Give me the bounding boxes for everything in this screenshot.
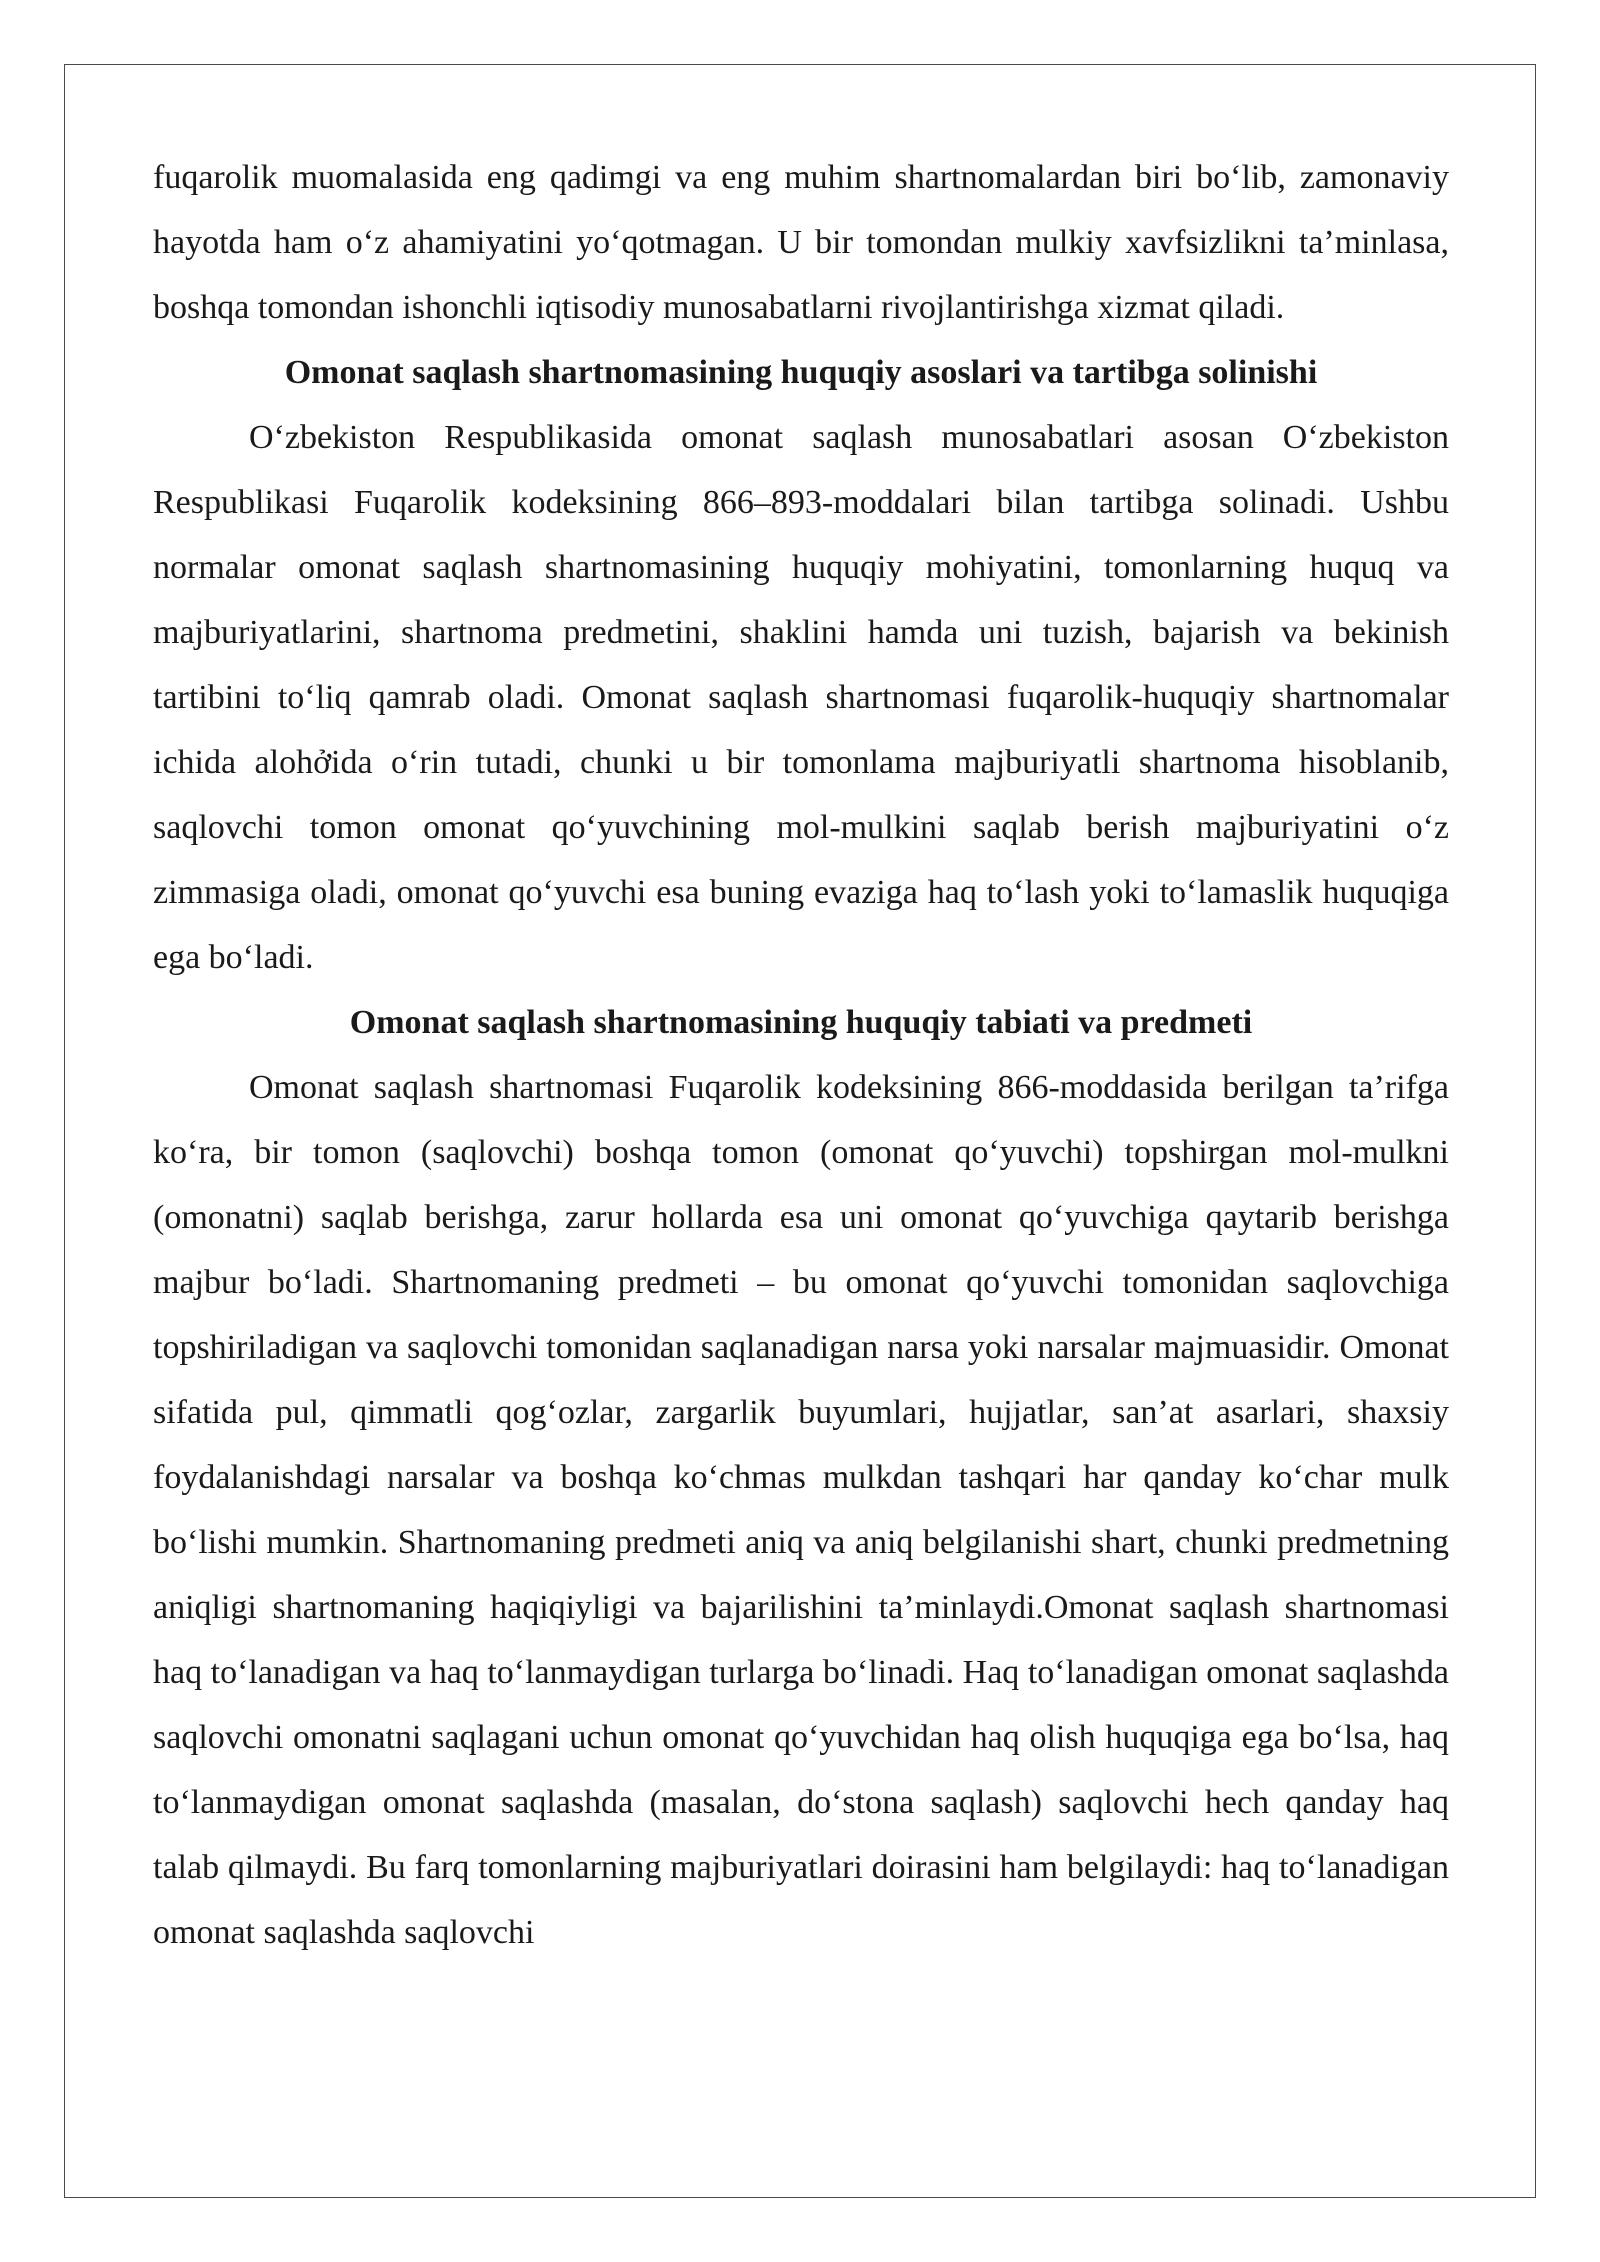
- section-heading-legal-nature: Omonat saqlash shartnomasining huquqiy tabiati va predmeti: [349, 1004, 1253, 1041]
- document-body: [153, 145, 1449, 1965]
- paragraph-legal-nature: Omonat saqlash shartnomasi Fuqarolik kodeksining 866-moddasida berilgan ta’rifga ko‘ra, bir tomon (saqlovchi) boshqa tomon (omonat qo‘yuvchi) topshirgan mol-mulkni (omonatni) saqlab berishga, zarur hollarda esa uni omonat qo‘yuvchiga qaytarib berishga majbur bo‘ladi. Shartnomaning predmeti – bu omonat qo‘yuvchi tomonidan saqlovchiga topshiriladigan va saqlovchi tomonidan saqlanadigan narsa yoki narsalar majmuasidir. Omonat sifatida pul, qimmatli qog‘ozlar, zargarlik buyumlari, hujjatlar, san’at asarlari, shaxsiy foydalanishdagi narsalar va boshqa ko‘chmas mulkdan tashqari har qanday ko‘char mulk bo‘lishi mumkin. Shartnomaning predmeti aniq va aniq belgilanishi shart, chunki predmetning aniqligi shartnomaning haqiqiyligi va bajarilishini ta’minlaydi.Omonat saqlash shartnomasi haq to‘lanadigan va haq to‘lanmaydigan turlarga bo‘linadi. Haq to‘lanadigan omonat saqlashda saqlovchi omonatni saqlagani uchun omonat qo‘yuvchidan haq olish huquqiga ega bo‘lsa, haq to‘lanmaydigan omonat saqlashda (masalan, do‘stona saqlash) saqlovchi hech qanday haq talab qilmaydi. Bu farq tomonlarning majburiyatlari doirasini ham belgilaydi: haq to‘lanadigan omonat saqlashda saqlovchi: [153, 1069, 1449, 1951]
- paragraph-intro-continuation: fuqarolik muomalasida eng qadimgi va eng muhim shartnomalardan biri bo‘lib, zamonaviy hayotda ham o‘z ahamiyatini yo‘qotmagan. U bir tomondan mulkiy xavfsizlikni ta’minlasa, boshqa tomondan ishonchli iqtisodiy munosabatlarni rivojlantirishga xizmat qiladi.: [153, 159, 1449, 326]
- section-heading-legal-basis: Omonat saqlash shartnomasining huquqiy asoslari va tartibga solinishi: [284, 354, 1318, 391]
- paragraph-legal-basis: O‘zbekiston Respublikasida omonat saqlash munosabatlari asosan O‘zbekiston Respublikasi Fuqarolik kodeksining 866–893-moddalari bilan tartibga solinadi. Ushbu normalar omonat saqlash shartnomasining huquqiy mohiyatini, tomonlarning huquq va majburiyatlarini, shartnoma predmetini, shaklini hamda uni tuzish, bajarish va bekinish tartibini to‘liq qamrab oladi. Omonat saqlash shartnomasi fuqarolik-huquqiy shartnomalar ichida alohởida o‘rin tutadi, chunki u bir tomonlama majburiyatli shartnoma hisoblanib, saqlovchi tomon omonat qo‘yuvchining mol-mulkini saqlab berish majburiyatini o‘z zimmasiga oladi, omonat qo‘yuvchi esa buning evaziga haq to‘lash yoki to‘lamaslik huquqiga ega bo‘ladi.: [153, 419, 1449, 976]
